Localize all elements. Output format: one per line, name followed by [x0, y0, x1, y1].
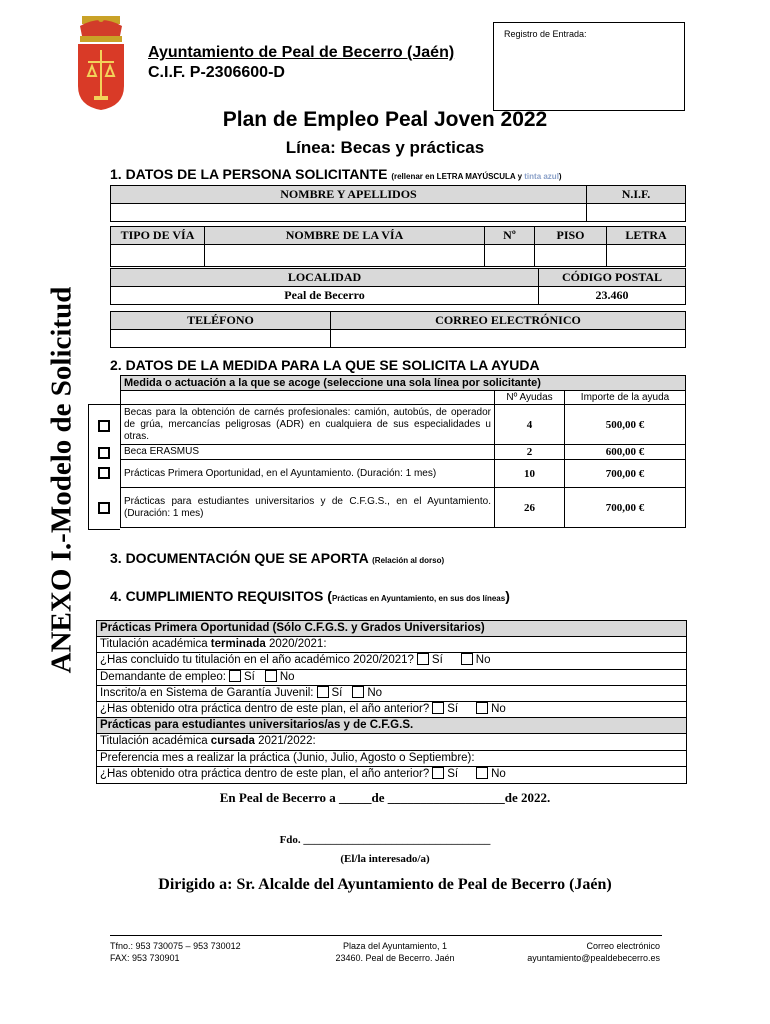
medida-checkbox[interactable] [98, 467, 110, 479]
dirigido-line: Dirigido a: Sr. Alcalde del Ayuntamiento de Peal de Becerro (Jaén) [158, 876, 612, 893]
contacto-table [110, 311, 686, 348]
correo-label: CORREO ELECTRÓNICO [331, 312, 686, 330]
medida-checkbox[interactable] [98, 502, 110, 514]
si-checkbox[interactable] [229, 670, 241, 682]
letra-field[interactable] [607, 245, 686, 267]
localidad-value[interactable]: Peal de Becerro [111, 287, 539, 305]
medida-ayudas: 4 [495, 405, 565, 445]
fecha-line: En Peal de Becerro a _____de __________________de 2022. [219, 790, 551, 805]
si-checkbox[interactable] [317, 686, 329, 698]
numero-field[interactable] [485, 245, 535, 267]
no-checkbox[interactable] [352, 686, 364, 698]
medidas-header: Medida o actuación a la que se acoge (seleccione una sola línea por solicitante) [121, 376, 686, 391]
no-checkbox[interactable] [461, 653, 473, 665]
otra-practica-row: ¿Has obtenido otra práctica dentro de este plan, el año anterior? Sí No [97, 702, 686, 718]
tipo-via-field[interactable] [111, 245, 205, 267]
medida-importe: 600,00 € [565, 445, 686, 460]
medida-desc: Prácticas Primera Oportunidad, en el Ayuntamiento. (Duración: 1 mes) [121, 460, 495, 488]
titulacion-cursada: Titulación académica cursada 2021/2022: [97, 734, 686, 750]
medida-desc: Becas para la obtención de carnés profesionales: camión, autobús, de operador de grúa, mercancías peligrosas (ADR) en cualquiera de sus especialidades u otras. [121, 405, 495, 445]
medida-checkbox[interactable] [98, 420, 110, 432]
col-importe: Importe de la ayuda [565, 391, 686, 405]
si-checkbox[interactable] [432, 702, 444, 714]
medida-checkbox[interactable] [98, 447, 110, 459]
requisitos-table [96, 620, 687, 784]
telefono-field[interactable] [111, 330, 331, 348]
section1-heading: 1. DATOS DE LA PERSONA SOLICITANTE (rellenar en LETRA MAYÚSCULA y tinta azul) [110, 166, 562, 182]
nombre-via-field[interactable] [205, 245, 485, 267]
footer-phones: Tfno.: 953 730075 – 953 730012 FAX: 953 730901 [110, 941, 241, 963]
concluido-row: ¿Has concluido tu titulación en el año académico 2020/2021? Sí No [97, 653, 686, 669]
medida-desc: Beca ERASMUS [121, 445, 495, 460]
footer-email: Correo electrónico ayuntamiento@pealdebecerro.es [527, 941, 660, 963]
piso-field[interactable] [535, 245, 607, 267]
municipal-crest-logo [74, 14, 128, 112]
firma-line: Fdo. __________________________________ [279, 834, 491, 846]
no-checkbox[interactable] [476, 702, 488, 714]
nombre-via-label: NOMBRE DE LA VÍA [205, 227, 485, 245]
nif-field[interactable] [587, 204, 686, 222]
piso-label: PISO [535, 227, 607, 245]
titulacion-terminada: Titulación académica terminada 2020/2021: [97, 637, 686, 653]
footer-divider [110, 935, 662, 936]
preferencia-mes-row: Preferencia mes a realizar la práctica (Junio, Julio, Agosto o Septiembre): [97, 751, 686, 767]
no-checkbox[interactable] [265, 670, 277, 682]
nombre-table [110, 185, 686, 222]
section4-heading: 4. CUMPLIMIENTO REQUISITOS (Prácticas en Ayuntamiento, en sus dos líneas) [110, 588, 510, 604]
registro-box [493, 22, 685, 111]
medida-importe: 500,00 € [565, 405, 686, 445]
org-name: Ayuntamiento de Peal de Becerro (Jaén) [148, 44, 455, 61]
telefono-label: TELÉFONO [111, 312, 331, 330]
col-ayudas: Nº Ayudas [495, 391, 565, 405]
medida-ayudas: 2 [495, 445, 565, 460]
registro-label: Registro de Entrada: [504, 29, 587, 39]
org-cif: C.I.F. P-2306600-D [148, 64, 285, 81]
medida-ayudas: 10 [495, 460, 565, 488]
otra-practica-row: ¿Has obtenido otra práctica dentro de este plan, el año anterior? Sí No [100, 767, 506, 780]
requisitos-header: Prácticas para estudiantes universitarios/as y de C.F.G.S. [97, 718, 686, 734]
nif-label: N.I.F. [587, 186, 686, 204]
correo-field[interactable] [331, 330, 686, 348]
side-title: ANEXO I.-Modelo de Solicitud [45, 286, 78, 674]
section2-heading: 2. DATOS DE LA MEDIDA PARA LA QUE SE SOLICITA LA AYUDA [110, 357, 540, 373]
no-checkbox[interactable] [476, 767, 488, 779]
medida-desc: Prácticas para estudiantes universitarios y de C.F.G.S., en el Ayuntamiento. (Duración: 1 mes) [121, 488, 495, 528]
cp-value[interactable]: 23.460 [539, 287, 686, 305]
medida-importe: 700,00 € [565, 460, 686, 488]
si-checkbox[interactable] [417, 653, 429, 665]
localidad-label: LOCALIDAD [111, 269, 539, 287]
nombre-label: NOMBRE Y APELLIDOS [111, 186, 587, 204]
medidas-table [120, 375, 686, 528]
direccion-table [110, 226, 686, 267]
numero-label: Nº [485, 227, 535, 245]
si-checkbox[interactable] [432, 767, 444, 779]
medida-ayudas: 26 [495, 488, 565, 528]
requisitos-header: Prácticas Primera Oportunidad (Sólo C.F.G.S. y Grados Universitarios) [97, 621, 686, 637]
section3-heading: 3. DOCUMENTACIÓN QUE SE APORTA (Relación al dorso) [110, 550, 445, 566]
footer-address: Plaza del Ayuntamiento, 1 23460. Peal de Becerro. Jaén [335, 941, 455, 963]
tipo-via-label: TIPO DE VÍA [111, 227, 205, 245]
page-subtitle: Línea: Becas y prácticas [285, 138, 485, 157]
nombre-field[interactable] [111, 204, 587, 222]
garantia-row: Inscrito/a en Sistema de Garantía Juvenil: Sí No [97, 686, 686, 702]
letra-label: LETRA [607, 227, 686, 245]
medida-importe: 700,00 € [565, 488, 686, 528]
localidad-table [110, 268, 686, 305]
page-title: Plan de Empleo Peal Joven 2022 [222, 108, 548, 131]
demandante-row: Demandante de empleo: Sí No [97, 670, 686, 686]
interesado-label: (El/la interesado/a) [340, 853, 430, 865]
cp-label: CÓDIGO POSTAL [539, 269, 686, 287]
